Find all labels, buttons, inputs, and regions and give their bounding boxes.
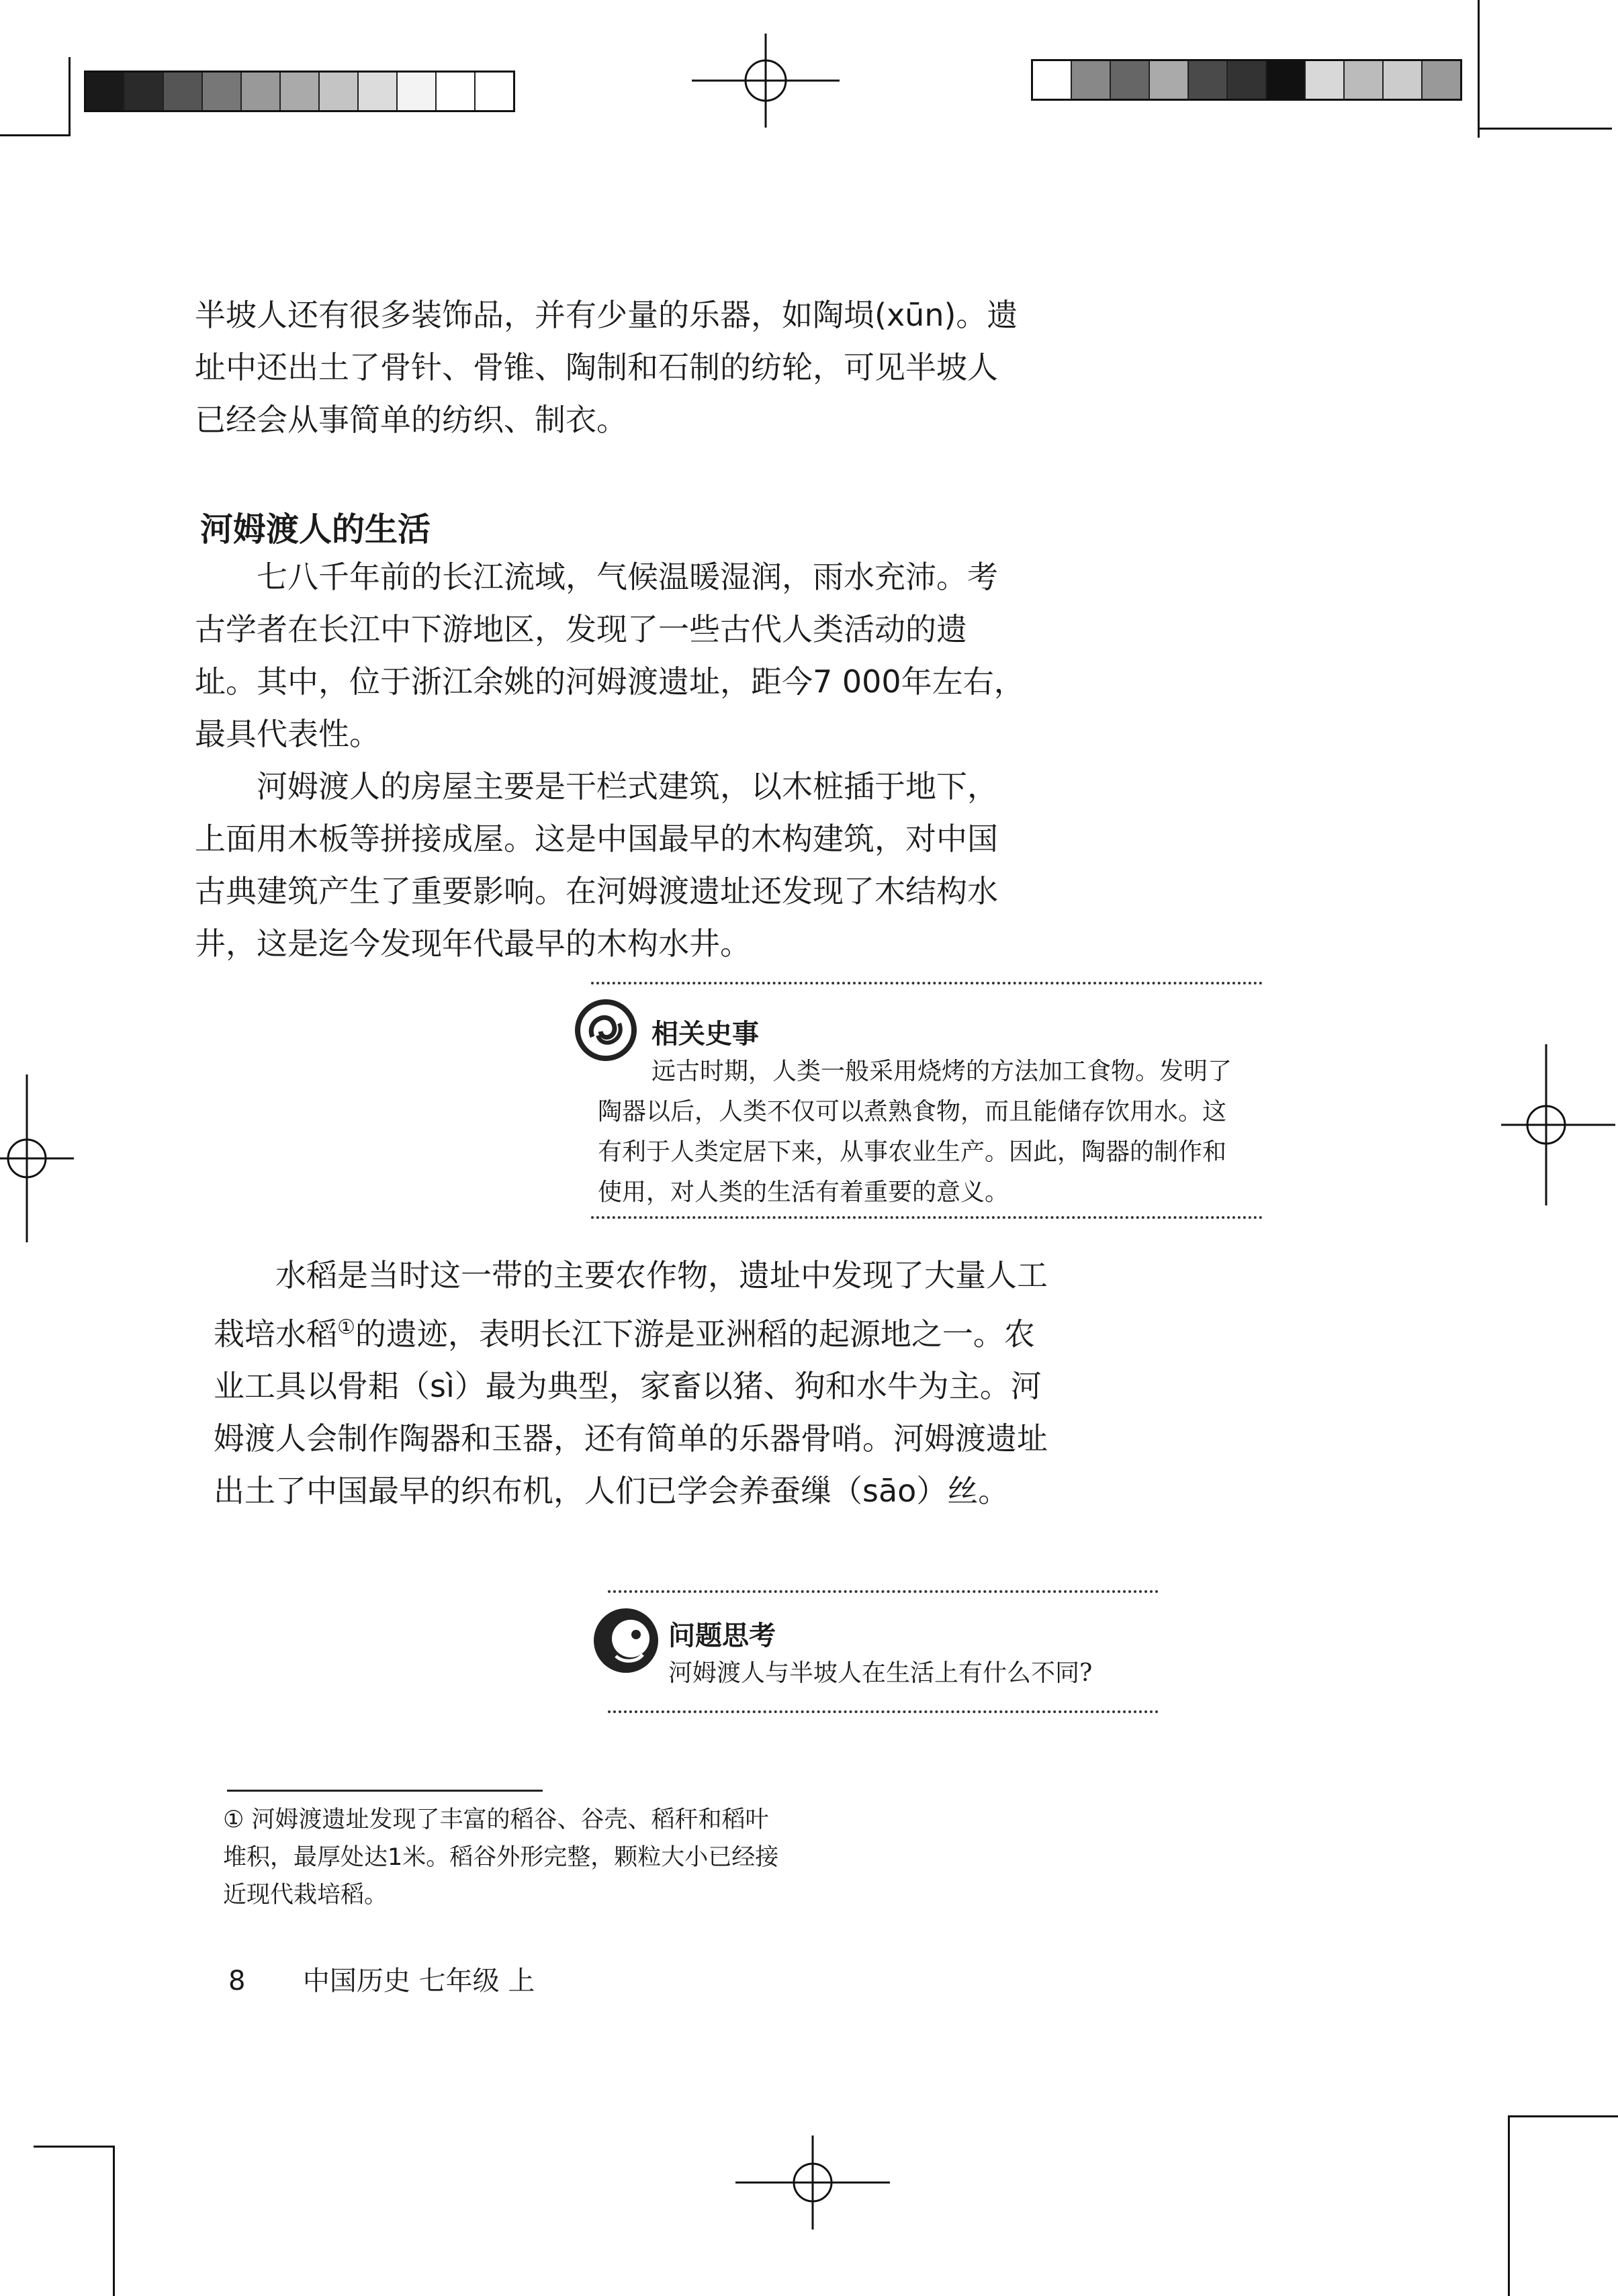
crop-mark-br-h bbox=[1508, 2115, 1618, 2117]
crosshair-bottom-icon bbox=[735, 2136, 890, 2230]
crop-mark-br-v bbox=[1508, 2115, 1510, 2296]
footnote bbox=[223, 1801, 787, 1914]
related-history-box bbox=[591, 982, 1263, 1219]
thinking-head-icon bbox=[589, 1604, 663, 1678]
hemudu-paragraph-2: 河姆渡人的房屋主要是干栏式建筑，以木桩插于地下，上面用木板等拼接成屋。这是中国最早的木构建筑，对中国古典建筑产生了重要影响。在河姆渡遗址还发现了木结构水井，这是迄今发现年代最早的木构水井。 bbox=[195, 768, 998, 962]
rice-paragraph-block bbox=[214, 1249, 1060, 1517]
rice-paragraph bbox=[214, 1249, 1060, 1517]
page-footer bbox=[228, 1960, 535, 1998]
crop-mark-bl-h bbox=[34, 2146, 114, 2148]
question-title: 问题思考 bbox=[668, 1620, 776, 1651]
banpo-paragraph: 半坡人还有很多装饰品，并有少量的乐器，如陶埙(xūn)。遗址中还出土了骨针、骨锥、陶制和石制的纺轮，可见半坡人已经会从事简单的纺织、制衣。 bbox=[195, 297, 1018, 438]
hemudu-paragraphs bbox=[195, 551, 1028, 970]
footnote-text: 河姆渡遗址发现了丰富的稻谷、谷壳、稻秆和稻叶堆积，最厚处达1米。稻谷外形完整，颗粒大小已经接近现代栽培稻。 bbox=[223, 1806, 779, 1909]
rice-paragraph-part-1: 水稻是当时这一带的主要农作物，遗址中发现了大量人工栽培水稻 bbox=[214, 1257, 1048, 1352]
page-number: 8 bbox=[228, 1966, 246, 1996]
crosshair-top-icon bbox=[692, 34, 840, 128]
color-calibration-bar-left bbox=[84, 71, 515, 112]
related-history-title: 相关史事 bbox=[651, 1018, 759, 1050]
footnote-marker[interactable]: ① bbox=[337, 1316, 355, 1339]
color-calibration-bar-right bbox=[1031, 59, 1462, 101]
crop-mark-tl-h bbox=[0, 134, 71, 136]
hemudu-paragraph-1: 七八千年前的长江流域，气候温暖湿润，雨水充沛。考古学者在长江中下游地区，发现了一些古代人类活动的遗址。其中，位于浙江余姚的河姆渡遗址，距今7 000年左右，最具代表性。 bbox=[195, 559, 1025, 752]
book-title: 中国历史 七年级 上 bbox=[302, 1966, 535, 1996]
crop-mark-tl-v bbox=[69, 57, 71, 136]
rice-paragraph-part-2: 的遗迹，表明长江下游是亚洲稻的起源地之一。农业工具以骨耜（sì）最为典型，家畜以猪、狗和水牛为主。河姆渡人会制作陶器和玉器，还有简单的乐器骨哨。河姆渡遗址出土了中国最早的织布机，人们已学会养蚕缫（sāo）丝。 bbox=[214, 1316, 1048, 1510]
related-history-text: 远古时期，人类一般采用烧烤的方法加工食物。发明了陶器以后，人类不仅可以煮熟食物，而且能储存饮用水。这有利于人类定居下来，从事农业生产。因此，陶器的制作和使用，对人类的生活有着重要的意义。 bbox=[598, 1058, 1232, 1206]
footnote-mark: ① bbox=[223, 1806, 244, 1833]
question-box bbox=[608, 1590, 1159, 1713]
crosshair-right-icon bbox=[1501, 1044, 1615, 1205]
crop-mark-tr-v bbox=[1478, 0, 1480, 138]
crosshair-left-icon bbox=[0, 1074, 74, 1242]
section-heading: 河姆渡人的生活 bbox=[200, 510, 431, 549]
banpo-paragraph-block bbox=[195, 289, 1028, 446]
crop-mark-bl-v bbox=[113, 2146, 115, 2296]
question-text: 河姆渡人与半坡人在生活上有什么不同? bbox=[668, 1659, 1093, 1687]
footnote-rule bbox=[227, 1790, 543, 1792]
crop-mark-tr-h bbox=[1478, 128, 1612, 130]
